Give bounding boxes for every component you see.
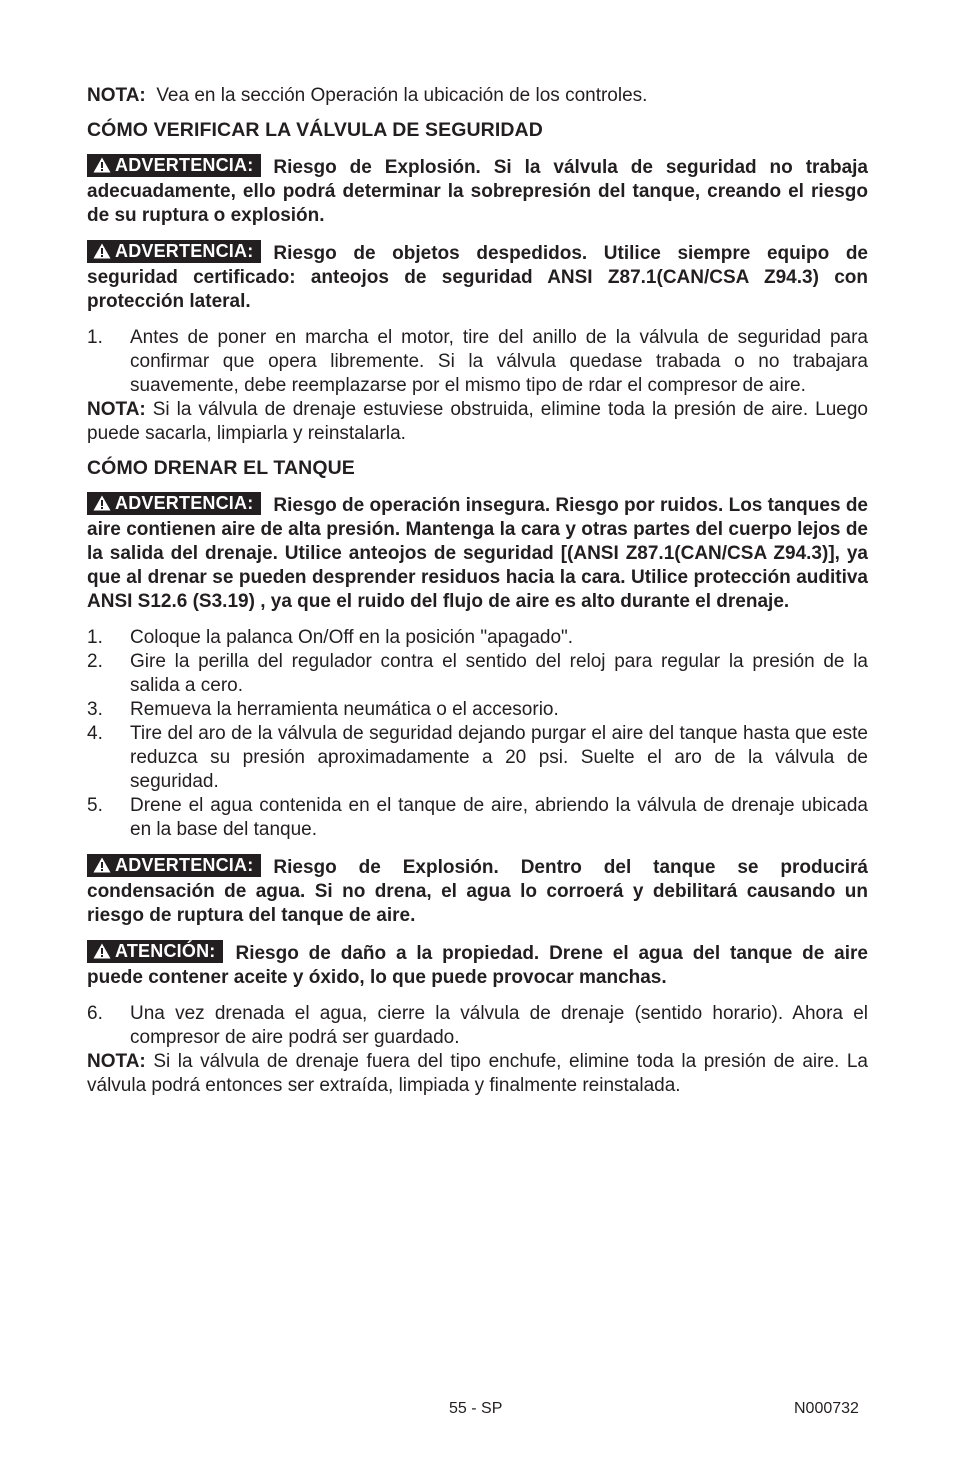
drain-final-step xyxy=(87,1002,868,1050)
warning-triangle-icon xyxy=(93,495,111,511)
safety-valve-steps xyxy=(87,326,868,398)
warning-explosion xyxy=(87,154,868,228)
warning-triangle-icon xyxy=(93,857,111,873)
nota-label: NOTA: xyxy=(87,85,146,106)
warning-projectiles xyxy=(87,240,868,314)
page-number: 55 - SP xyxy=(449,1400,503,1417)
warning-unsafe-operation xyxy=(87,492,868,614)
caution-text: Riesgo de daño a la propiedad. Drene el agua del tanque de aire puede contener aceite y óxido, lo que puede provocar manchas. xyxy=(87,943,868,988)
list-item: 1. Antes de poner en marcha el motor, tire del anillo de la válvula de seguridad para confirmar que opera libremente. Si la válvula quedase trabada o no trabajara suavemente, debe reemplazarse por el mismo tipo de rdar el compresor de aire. xyxy=(87,327,868,396)
section-title-safety-valve: CÓMO VERIFICAR LA VÁLVULA DE SEGURIDAD xyxy=(87,119,543,141)
nota-plug-valve xyxy=(87,1050,868,1098)
list-item: 6. Una vez drenada el agua, cierre la válvula de drenaje (sentido horario). Ahora el compresor de aire podrá ser guardado. xyxy=(87,1003,868,1048)
warning-badge: ADVERTENCIA: xyxy=(87,492,261,515)
list-item: 5. Drene el agua contenida en el tanque de aire, abriendo la válvula de drenaje ubicada en la base del tanque. xyxy=(87,795,868,840)
nota-text: Si la válvula de drenaje estuviese obstruida, elimine toda la presión de aire. Luego puede sacarla, limpiarla y reinstalarla. xyxy=(87,399,868,444)
warning-badge: ADVERTENCIA: xyxy=(87,854,261,877)
nota-controls xyxy=(87,84,868,108)
nota-text: Vea en la sección Operación la ubicación de los controles. xyxy=(156,85,648,106)
drain-steps xyxy=(87,626,868,842)
warning-badge: ADVERTENCIA: xyxy=(87,240,261,263)
list-item: 2. Gire la perilla del regulador contra el sentido del reloj para regular la presión de la salida a cero. xyxy=(87,651,868,696)
warning-condensation xyxy=(87,854,868,928)
warning-triangle-icon xyxy=(93,943,111,959)
nota-text: Si la válvula de drenaje fuera del tipo enchufe, elimine toda la presión de aire. La válvula podrá entonces ser extraída, limpiada y finalmente reinstalada. xyxy=(87,1051,868,1096)
warning-text: Riesgo de objetos despedidos. Utilice siempre equipo de seguridad certificado: anteojos de seguridad ANSI Z87.1(CAN/CSA Z94.3) con protección lateral. xyxy=(87,243,868,312)
warning-triangle-icon xyxy=(93,157,111,173)
warning-triangle-icon xyxy=(93,243,111,259)
list-item: 1. Coloque la palanca On/Off en la posición "apagado". xyxy=(87,627,574,648)
caution-property-damage xyxy=(87,940,868,990)
nota-drain-valve xyxy=(87,398,868,446)
warning-text: Riesgo de Explosión. Si la válvula de seguridad no trabaja adecuadamente, ello podrá determinar la sobrepresión del tanque, creando el riesgo de su ruptura o explosión. xyxy=(87,157,868,226)
list-item: 4. Tire del aro de la válvula de seguridad dejando purgar el aire del tanque hasta que este reduzca su presión aproximadamente a 20 psi. Suelte el aro de la válvula de seguridad. xyxy=(87,723,868,792)
section-title-drain-tank: CÓMO DRENAR EL TANQUE xyxy=(87,457,355,479)
nota-label: NOTA: xyxy=(87,1051,146,1072)
caution-badge: ATENCIÓN: xyxy=(87,940,223,963)
document-code: N000732 xyxy=(794,1400,859,1417)
list-item: 3. Remueva la herramienta neumática o el accesorio. xyxy=(87,699,559,720)
nota-label: NOTA: xyxy=(87,399,146,420)
warning-text: Riesgo de Explosión. Dentro del tanque se producirá condensación de agua. Si no drena, el agua lo corroerá y debilitará causando un riesgo de ruptura del tanque de aire. xyxy=(87,857,868,926)
warning-text: Riesgo de operación insegura. Riesgo por ruidos. Los tanques de aire contienen aire de alta presión. Mantenga la cara y otras partes del cuerpo lejos de la salida del drenaje. Utilice anteojos de seguridad [(ANSI Z87.1(CAN/CSA Z94.3)], ya que al drenar se pueden desprender residuos hacia la cara. Utilice protección auditiva ANSI S12.6 (S3.19) , ya que el ruido del flujo de aire es alto durante el drenaje. xyxy=(87,495,868,612)
manual-page xyxy=(87,84,868,1098)
warning-badge: ADVERTENCIA: xyxy=(87,154,261,177)
